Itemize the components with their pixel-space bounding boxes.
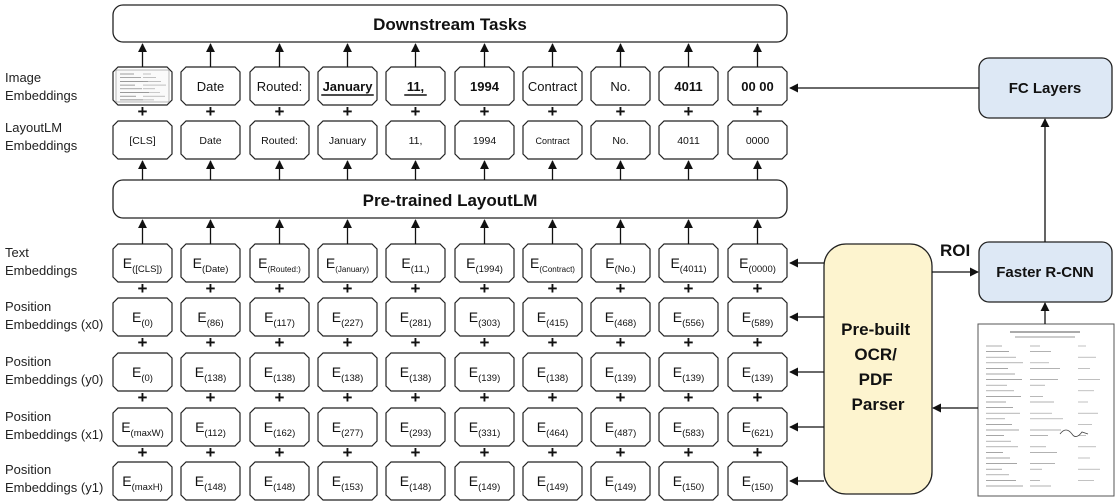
image-token-text: Routed: — [256, 79, 303, 94]
plus-sign: + — [683, 388, 694, 407]
text-cell — [386, 244, 445, 282]
downstream-tasks-label: Downstream Tasks — [373, 15, 527, 34]
plus-sign: + — [547, 102, 558, 121]
text-embedding-text: $E_{(Routed:)}$ — [258, 255, 301, 274]
image-token-text: Contract — [527, 79, 578, 94]
x0-embedding-text: $E_{(86)}$ — [197, 309, 224, 329]
x1-cell — [181, 408, 240, 446]
x0-cell — [523, 298, 582, 336]
x1-cell — [318, 408, 377, 446]
y0-cell — [250, 353, 309, 391]
plus-sign: + — [205, 333, 216, 352]
y0-cell — [659, 353, 718, 391]
y0-embedding-text: $E_{(139)}$ — [741, 364, 774, 384]
text-cell — [181, 244, 240, 282]
x0-cell — [181, 298, 240, 336]
y0-embedding-text: $E_{(139)}$ — [604, 364, 637, 384]
image-token-text: 4011 — [674, 79, 703, 94]
svg-text:LayoutLM — [5, 120, 62, 135]
plus-sign: + — [205, 279, 216, 298]
y1-cell — [455, 462, 514, 500]
svg-text:Image — [5, 70, 41, 85]
y1-cell — [318, 462, 377, 500]
plus-sign: + — [752, 333, 763, 352]
plus-sign: + — [479, 102, 490, 121]
svg-text:Embeddings — [5, 88, 78, 103]
x1-embedding-text: $E_{(487)}$ — [604, 419, 637, 439]
x0-embedding-text: $E_{(227)}$ — [331, 309, 364, 329]
plus-sign: + — [274, 279, 285, 298]
x0-cell — [318, 298, 377, 336]
x1-embedding-text: $E_{(293)}$ — [399, 419, 432, 439]
plus-sign: + — [410, 102, 421, 121]
plus-sign: + — [547, 279, 558, 298]
y0-embedding-text: $E_{(139)}$ — [672, 364, 705, 384]
y0-cell — [591, 353, 650, 391]
faster-rcnn-label: Faster R-CNN — [996, 264, 1094, 281]
svg-text:Embeddings (x1) — [5, 427, 103, 442]
x0-cell — [113, 298, 172, 336]
plus-sign: + — [479, 388, 490, 407]
plus-sign: + — [547, 333, 558, 352]
layoutlm-token-text: January — [328, 135, 367, 147]
y1-cell — [386, 462, 445, 500]
y1-cell — [523, 462, 582, 500]
ocr-line-2: OCR/ — [854, 345, 897, 364]
plus-sign: + — [410, 388, 421, 407]
plus-sign: + — [410, 443, 421, 462]
plus-sign: + — [683, 279, 694, 298]
plus-sign: + — [547, 443, 558, 462]
plus-sign: + — [274, 333, 285, 352]
row-label-y1-1: Position — [5, 462, 52, 477]
x1-cell — [386, 408, 445, 446]
y0-cell — [386, 353, 445, 391]
row-label-text-1: Text — [5, 245, 29, 260]
y1-cell — [591, 462, 650, 500]
row-label-x1-1: Position — [5, 409, 52, 424]
plus-sign: + — [274, 443, 285, 462]
plus-sign: + — [752, 388, 763, 407]
text-cell — [455, 244, 514, 282]
x1-embedding-text: $E_{(621)}$ — [741, 419, 774, 439]
plus-sign: + — [137, 443, 148, 462]
row-label-layoutlm-2: Embeddings — [5, 138, 78, 153]
x0-embedding-text: $E_{(303)}$ — [468, 309, 501, 329]
plus-sign: + — [137, 388, 148, 407]
ocr-parser-box — [824, 244, 932, 494]
svg-text:Position — [5, 354, 51, 369]
text-embedding-text: $E_{(0000)}$ — [739, 255, 776, 275]
x0-embedding-text: $E_{(117)}$ — [264, 309, 295, 329]
row-label-image-2: Embeddings — [5, 88, 78, 103]
plus-sign: + — [479, 443, 490, 462]
plus-sign: + — [205, 102, 216, 121]
y1-cell — [181, 462, 240, 500]
plus-sign: + — [205, 388, 216, 407]
x1-embedding-text: $E_{(277)}$ — [331, 419, 364, 439]
y1-embedding-text: $E_{(150)}$ — [672, 473, 705, 493]
x1-cell — [250, 408, 309, 446]
x1-embedding-text: $E_{(583)}$ — [672, 419, 705, 439]
row-label-x1-2: Embeddings (x1) — [5, 427, 104, 442]
y0-embedding-text: $E_{(138)}$ — [194, 364, 227, 384]
pretrained-layoutlm-label: Pre-trained LayoutLM — [362, 191, 538, 210]
plus-sign: + — [342, 443, 353, 462]
plus-sign: + — [410, 279, 421, 298]
y0-cell — [113, 353, 172, 391]
layoutlm-token-text: Date — [199, 135, 222, 147]
image-token-text: 1994 — [470, 79, 499, 94]
image-token-text: 11, — [406, 79, 425, 94]
plus-sign: + — [410, 333, 421, 352]
x1-cell — [455, 408, 514, 446]
x0-embedding-text: $E_{(415)}$ — [536, 309, 569, 329]
y1-embedding-text: $E_{(149)}$ — [468, 473, 501, 493]
image-token-text: Date — [196, 79, 225, 94]
x1-embedding-text: $E_{(464)}$ — [536, 419, 569, 439]
plus-sign: + — [615, 102, 626, 121]
svg-text:Position — [5, 462, 51, 477]
document-thumbnail-icon — [116, 70, 169, 102]
y0-cell — [523, 353, 582, 391]
x1-cell — [728, 408, 787, 446]
fc-layers-label: FC Layers — [1008, 80, 1082, 97]
plus-sign: + — [342, 279, 353, 298]
x1-embedding-text: $E_{(162)}$ — [263, 419, 296, 439]
layoutlm-token-text: 1994 — [472, 135, 497, 147]
plus-sign: + — [752, 279, 763, 298]
text-embedding-text: $E_{(January)}$ — [325, 255, 370, 274]
plus-sign: + — [615, 388, 626, 407]
y1-embedding-text: $E_{(148)}$ — [263, 473, 296, 493]
x0-cell — [591, 298, 650, 336]
y0-embedding-text: $E_{(139)}$ — [468, 364, 501, 384]
y1-cell — [728, 462, 787, 500]
svg-text:Position — [5, 299, 51, 314]
svg-text:Text — [5, 245, 29, 260]
row-label-y0-1: Position — [5, 354, 52, 369]
ocr-output-arrows — [790, 263, 824, 481]
x1-cell — [523, 408, 582, 446]
svg-text:Embeddings — [5, 138, 78, 153]
image-token-text: January — [322, 79, 373, 94]
y1-embedding-text: $E_{(153)}$ — [331, 473, 364, 493]
plus-sign: + — [137, 279, 148, 298]
y0-cell — [455, 353, 514, 391]
y1-embedding-text: $E_{(149)}$ — [604, 473, 637, 493]
ocr-line-3: PDF — [858, 370, 893, 389]
y0-cell — [181, 353, 240, 391]
document-image-large — [978, 324, 1114, 496]
y0-embedding-text: $E_{(138)}$ — [263, 364, 296, 384]
y1-embedding-text: $E_{(148)}$ — [194, 473, 227, 493]
layoutlm-token-text: No. — [612, 135, 629, 147]
y1-embedding-text: $E_{(148)}$ — [399, 473, 432, 493]
row-label-x0-1: Position — [5, 299, 52, 314]
x1-embedding-text: $E_{(112)}$ — [195, 419, 226, 439]
x0-embedding-text: $E_{(556)}$ — [672, 309, 705, 329]
y0-embedding-text: $E_{(0)}$ — [132, 364, 153, 384]
row-label-layoutlm-1: LayoutLM — [5, 120, 63, 135]
y0-cell — [318, 353, 377, 391]
image-token-text: 00 00 — [741, 79, 774, 94]
layoutlm-token-text: [CLS] — [129, 135, 156, 147]
x0-embedding-text: $E_{(468)}$ — [604, 309, 637, 329]
text-embedding-text: $E_{(1994)}$ — [466, 255, 503, 275]
token-grid — [113, 44, 787, 500]
plus-sign: + — [342, 333, 353, 352]
y0-embedding-text: $E_{(138)}$ — [399, 364, 432, 384]
plus-sign: + — [683, 102, 694, 121]
plus-sign: + — [615, 279, 626, 298]
row-labels — [5, 70, 103, 495]
plus-sign: + — [752, 443, 763, 462]
svg-text:Embeddings (x0) — [5, 317, 103, 332]
image-token-text: No. — [610, 79, 631, 94]
text-embedding-text: $E_{(4011)}$ — [670, 255, 707, 275]
plus-sign: + — [547, 388, 558, 407]
x0-cell — [728, 298, 787, 336]
plus-sign: + — [274, 102, 285, 121]
svg-text:Embeddings — [5, 263, 78, 278]
row-label-text-2: Embeddings — [5, 263, 78, 278]
y0-embedding-text: $E_{(138)}$ — [331, 364, 364, 384]
y0-embedding-text: $E_{(138)}$ — [536, 364, 569, 384]
text-embedding-text: $E_{(11,)}$ — [401, 255, 430, 275]
plus-sign: + — [274, 388, 285, 407]
text-embedding-text: $E_{([CLS])}$ — [122, 255, 163, 275]
text-cell — [728, 244, 787, 282]
x0-embedding-text: $E_{(589)}$ — [741, 309, 774, 329]
y0-cell — [728, 353, 787, 391]
plus-sign: + — [683, 443, 694, 462]
x0-embedding-text: $E_{(0)}$ — [132, 309, 153, 329]
row-label-x0-2: Embeddings (x0) — [5, 317, 104, 332]
y1-embedding-text: $E_{(150)}$ — [741, 473, 774, 493]
plus-sign: + — [479, 333, 490, 352]
layoutlm-token-text: 4011 — [677, 135, 700, 147]
row-label-image-1: Image — [5, 70, 42, 85]
plus-sign: + — [342, 388, 353, 407]
x1-cell — [659, 408, 718, 446]
row-label-y1-2: Embeddings (y1) — [5, 480, 104, 495]
y1-cell — [250, 462, 309, 500]
plus-sign: + — [683, 333, 694, 352]
text-embedding-text: $E_{(Date)}$ — [192, 255, 229, 275]
x1-cell — [591, 408, 650, 446]
text-cell — [591, 244, 650, 282]
x0-cell — [250, 298, 309, 336]
y1-embedding-text: $E_{(maxH)}$ — [122, 473, 163, 493]
svg-text:Embeddings (y0) — [5, 372, 103, 387]
layoutlm-token-text: 0000 — [745, 135, 770, 147]
roi-label: ROI — [940, 241, 971, 260]
layoutlm-token-text: Contract — [535, 136, 570, 146]
plus-sign: + — [615, 333, 626, 352]
x0-cell — [455, 298, 514, 336]
plus-sign: + — [205, 443, 216, 462]
x0-cell — [659, 298, 718, 336]
y1-cell — [659, 462, 718, 500]
x0-cell — [386, 298, 445, 336]
text-cell — [659, 244, 718, 282]
plus-sign: + — [137, 102, 148, 121]
plus-sign: + — [479, 279, 490, 298]
plus-sign: + — [615, 443, 626, 462]
x0-embedding-text: $E_{(281)}$ — [399, 309, 432, 329]
plus-sign: + — [342, 102, 353, 121]
x1-embedding-text: $E_{(331)}$ — [468, 419, 501, 439]
row-label-y0-2: Embeddings (y0) — [5, 372, 104, 387]
x1-embedding-text: $E_{(maxW)}$ — [121, 419, 164, 439]
text-embedding-text: $E_{(No.)}$ — [605, 255, 636, 275]
layoutlm-token-text: Routed: — [261, 135, 298, 147]
ocr-line-4: Parser — [851, 395, 905, 414]
svg-text:Position — [5, 409, 51, 424]
ocr-line-1: Pre-built — [841, 320, 911, 339]
svg-text:Embeddings (y1) — [5, 480, 103, 495]
y1-embedding-text: $E_{(149)}$ — [536, 473, 569, 493]
plus-sign: + — [137, 333, 148, 352]
text-embedding-text: $E_{(Contract)}$ — [530, 255, 575, 274]
layoutlm-token-text: 11, — [408, 135, 423, 147]
plus-sign: + — [752, 102, 763, 121]
